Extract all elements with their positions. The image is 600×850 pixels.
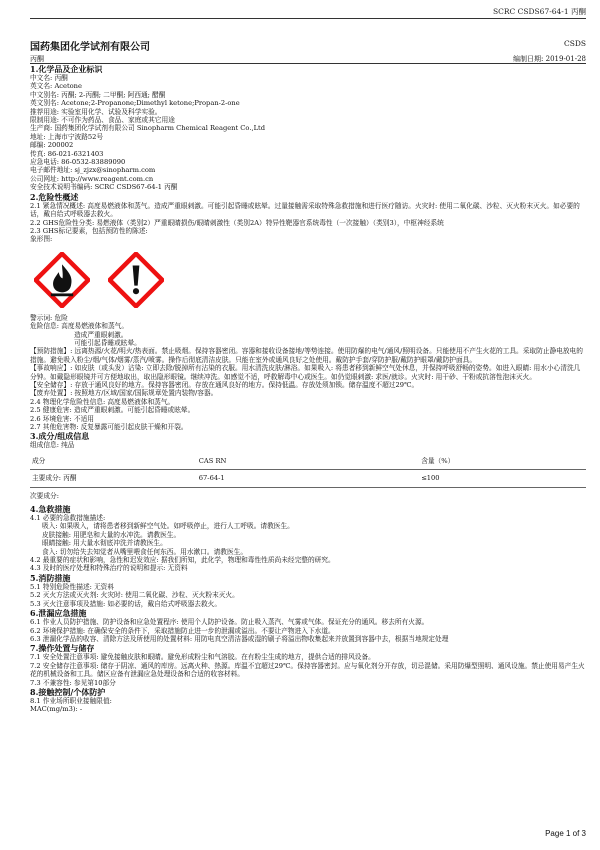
table-cell: 67-64-1 — [197, 470, 419, 487]
s1-line: 安全技术说明书编码: SCRC CSDS67-64-1 丙酮 — [30, 183, 178, 192]
s4-item: 眼睛接触: 用大量水彻底冲洗并请教医生。 — [42, 539, 167, 548]
s3-note: 次要成分: — [30, 491, 60, 500]
document-type: CSDS — [563, 39, 586, 48]
header-rule-top — [30, 18, 586, 19]
s1-line: 应急电话: 86-0532-83889090 — [30, 158, 126, 167]
s3-intro: 组成信息: 纯品 — [30, 441, 75, 450]
s2-line: 【安全储存】: 存放于通风良好的地方。保持容器密闭。存放在通风良好的地方。保持低温。存放处须加锁。储存温度不超过29℃。 — [30, 380, 419, 389]
table-header-cell: 含量（%） — [419, 453, 586, 470]
s2-line: 2.7 其他危害物: 反复暴露可能引起皮肤干燥和开裂。 — [30, 423, 188, 431]
s1-line: 公司网址: http://www.reagent.com.cn — [30, 174, 154, 183]
s2-line: 象形图: — [30, 235, 53, 244]
s2-line: 【预防措施】: 远离热源/火花/明火/热表面。禁止吸烟。保持容器密闭。容器和接收设备接地/等势连接。使用防爆的电气/通风/照明设备。只能使用不产生火花的工具。采取防止静电放电的措施。避免吸入粉尘/烟/气体/烟雾/蒸汽/喷雾。操作后彻底清洁皮肤。只能在室外或通风良好之处使用。戴防护手套/穿防护服/戴防护眼罩/戴防护面具。 — [30, 347, 583, 364]
s6-line: 6.3 泄漏化学品的收容、清除方法及所使用的处置材料: 用防电真空清洁器或湿的刷子将溢出物收集起来并放置到容器中去，根据当地规定处理 — [30, 634, 449, 643]
section-4-title: 4.急救措施 — [30, 504, 71, 515]
table-header-cell: CAS RN — [197, 453, 419, 470]
s2-line: 【事故响应】: 如皮肤（或头发）沾染: 立即去除/脱掉所有沾染的衣服。用水清洗皮肤/淋浴。如果吸入: 将患者移到新鲜空气处休息，并保持呼吸舒畅的姿势。如进入眼睛: 用水小心清洗几分钟。如戴隐形眼镜并可方便地取出，取出隐形眼镜。继续冲洗。如感觉不适，呼救解毒中心或医生。如仍觉眼刺激: 求医/就诊。火灾时: 用干砂、干粉或抗溶性泡沫灭火。 — [30, 364, 581, 381]
page-number: Page 1 of 3 — [545, 829, 586, 838]
s8-line: MAC(mg/m3): - — [30, 705, 83, 714]
section-5-title: 5.消防措施 — [30, 572, 71, 583]
table-header-cell: 成分 — [30, 453, 197, 470]
composition-table — [30, 453, 586, 488]
hazard-statement: 危险信息: 高度易燃液体和蒸气。 — [30, 322, 129, 331]
s6-line: 6.1 作业人员防护措施、防护设备和应急处置程序: 使用个人防护设备。防止吸入蒸汽、气雾或气体。保证充分的通风。移去所有火源。 — [30, 618, 429, 627]
s2-line: 2.3 GHS标记要素，包括预防性的陈述: — [30, 226, 148, 235]
s4-item: 食入: 切勿给失去知觉者从嘴里喂食任何东西。用水漱口。请教医生。 — [42, 547, 248, 556]
section-3-title: 3.成分/组成信息 — [30, 431, 90, 442]
exclamation-icon — [108, 252, 164, 308]
s7-line: 7.3 不兼容性: 参见第10部分 — [30, 678, 116, 687]
table-row — [30, 470, 586, 487]
s7-line: 7.1 安全处置注意事项: 避免接触皮肤和眼睛。避免形成粉尘和气溶胶。在有粉尘生成的地方，提供合适的排风设备。 — [30, 653, 375, 662]
s1-line: 英文别名: Acetone;2-Propanone;Dimethyl ketone;Propan-2-one — [30, 99, 240, 108]
s2-line: 【废弃处置】: 按照地方/区域/国家/国际规章处置内装物/容器。 — [30, 389, 218, 398]
compile-date: 编制日期: 2019-01-28 — [513, 55, 586, 63]
table-header-row — [30, 453, 586, 470]
s4-item: 皮肤接触: 用肥皂和大量的水冲洗。请教医生。 — [42, 530, 181, 539]
table-cell: ≤100 — [419, 470, 586, 487]
s1-line: 限制用途: 不可作为药品、食品、家庭或其它用途 — [30, 116, 175, 125]
table-cell: 主要成分: 丙酮 — [30, 470, 197, 487]
s4-line: 4.2 最重要的症状和影响，急性和迟发效应: 据我们所知，此化学，物理和毒性性质尚未经完整的研究。 — [30, 556, 335, 565]
s1-line: 英文名: Acetone — [30, 82, 82, 91]
signal-word: 警示词: 危险 — [30, 313, 68, 322]
s2-line: 2.6 环境危害: 不适用 — [30, 414, 94, 423]
product-name: 丙酮 — [30, 55, 44, 63]
s1-line: 电子邮件地址: sj_zjzx@sinopharm.com — [30, 166, 156, 175]
s5-line: 5.1 特别危险性描述: 无资料 — [30, 582, 115, 591]
s1-line: 中文别名: 丙酮; 2-丙酮; 二甲酮; 阿西通; 醋酮 — [30, 90, 166, 99]
s5-line: 5.2 灭火方法或灭火剂: 火灾时: 使用二氧化碳、沙粒、灭火粉末灭火。 — [30, 591, 239, 600]
flame-icon — [34, 252, 90, 308]
s2-line: 2.5 健康危害: 造成严重眼刺激。可能引起昏睡或眩晕。 — [30, 406, 195, 415]
s2-line: 2.4 物理化学危险性信息: 高度易燃液体和蒸气。 — [30, 397, 175, 406]
hazard-statement: 可能引起昏睡或眩晕。 — [74, 338, 141, 347]
company-name: 国药集团化学试剂有限公司 — [30, 42, 150, 53]
section-7-title: 7.操作处置与储存 — [30, 643, 95, 654]
section-2-title: 2.危险性概述 — [30, 191, 79, 202]
s1-line: 中文名: 丙酮 — [30, 74, 68, 82]
s4-item: 吸入: 如果吸入，请将患者移到新鲜空气处。如呼吸停止，进行人工呼吸。请教医生。 — [42, 522, 294, 531]
s2-line: 2.2 GHS危险性分类: 易燃液体（类别2）严重眼睛损伤/眼睛刺激性（类别2A）特异性靶器官系统毒性（一次接触）（类别3），中枢神经系统 — [30, 218, 444, 227]
s4-line: 4.1 必要的急救措施描述: — [30, 514, 106, 523]
s1-line: 生产商: 国药集团化学试剂有限公司 Sinopharm Chemical Reagent Co.,Ltd — [30, 124, 265, 133]
s5-line: 5.3 灭火注意事项及措施: 如必要的话，戴自给式呼吸器去救火。 — [30, 599, 222, 608]
document-body — [30, 64, 586, 714]
ghs-pictograms — [30, 244, 586, 314]
s1-line: 地址: 上海市宁波路52号 — [30, 132, 104, 141]
s7-line: 7.2 安全储存注意事项: 储存于阴凉、通风的库房。远离火种、热源。库温不宜超过29℃。保持容器密封。应与氧化剂分开存放，切忌混储。采用防爆型照明、通风设施。禁止使用易产生火花的机械设备和工具。储区应备有泄漏应急处理设备和合适的收容材料。 — [30, 661, 585, 679]
s4-line: 4.3 及时的医疗处理和特殊治疗的说明和提示: 无资料 — [30, 564, 188, 573]
section-1-title: 1.化学品及企业标识 — [30, 64, 103, 74]
top-document-code: SCRC CSDS67-64-1 丙酮 — [493, 7, 586, 16]
s1-line: 推荐用途: 实验室用化学、试验及科学实验。 — [30, 107, 162, 116]
s1-line: 传真: 86-021-6321403 — [30, 149, 104, 158]
s6-line: 6.2 环境保护措施: 在确保安全的条件下，采取措施防止进一步的泄漏或溢出。不要让产物进入下水道。 — [30, 626, 335, 635]
section-8-title: 8.接触控制/个体防护 — [30, 686, 106, 697]
s1-line: 邮编: 200002 — [30, 141, 74, 150]
s2-line: 2.1 紧急情况概述: 高度易燃液体和蒸气。造成严重眼刺激。可能引起昏睡或眩晕。过量接触需采取特殊急救措施和进行医疗随访。火灾时: 使用二氧化碳、沙粒、灭火粉末灭火。如必要的话，戴自给式呼吸器去救火。 — [30, 201, 580, 219]
s8-line: 8.1 作业场所职业接触限值: — [30, 696, 112, 705]
hazard-statement: 造成严重眼刺激。 — [74, 330, 128, 339]
section-6-title: 6.泄漏应急措施 — [30, 608, 87, 619]
